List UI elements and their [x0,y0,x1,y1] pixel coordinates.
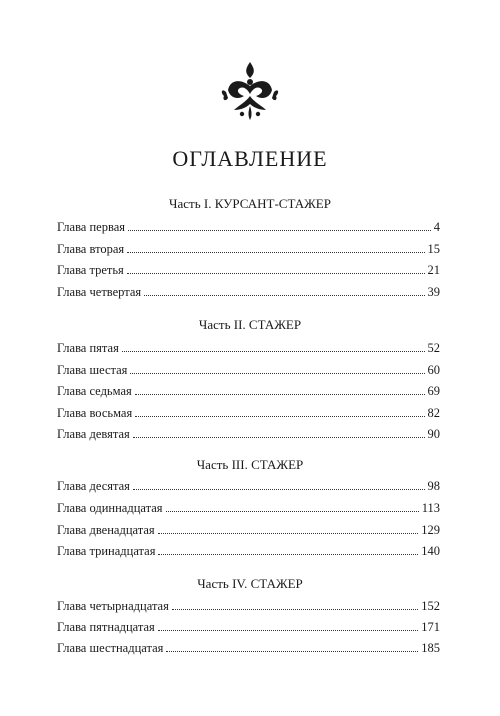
page-number: 15 [427,242,440,256]
toc-entry[interactable] [57,521,440,537]
page-number: 21 [427,263,440,277]
dot-leader [144,294,424,296]
toc-entry[interactable] [57,404,440,420]
chapter-label: Глава седьмая [57,384,132,398]
chapter-label: Глава шестнадцатая [57,641,164,655]
page-number: 4 [433,220,440,234]
chapter-label: Глава шестая [57,363,128,377]
chapter-label: Глава пятнадцатая [57,620,155,634]
dot-leader [127,272,425,274]
chapter-label: Глава пятая [57,341,119,355]
dot-leader [130,372,424,374]
toc-entry[interactable] [57,425,440,441]
page-number: 69 [427,384,440,398]
page-number: 60 [427,363,440,377]
part-1-title: Часть I. КУРСАНТ-СТАЖЕР [169,196,331,211]
page-number: 152 [421,599,440,613]
chapter-label: Глава двенадцатая [57,523,155,537]
part-3-title: Часть III. СТАЖЕР [196,457,304,472]
chapter-label: Глава девятая [57,427,130,441]
dot-leader [166,510,419,512]
dot-leader [158,553,418,555]
chapter-label: Глава четырнадцатая [57,599,169,613]
toc-entry[interactable] [57,240,440,256]
toc-entry[interactable] [57,542,440,558]
toc-entry[interactable] [57,382,440,398]
toc-entry[interactable] [57,639,440,655]
page-number: 185 [421,641,440,655]
page-number: 140 [421,544,440,558]
dot-leader [158,532,419,534]
dot-leader [133,436,425,438]
chapter-label: Глава одиннадцатая [57,501,163,515]
fleuron-ornament-icon [218,58,282,122]
chapter-label: Глава вторая [57,242,125,256]
dot-leader [122,350,425,352]
toc-entry[interactable] [57,618,440,634]
toc-entry[interactable] [57,218,440,234]
toc-entry[interactable] [57,499,440,515]
page-number: 90 [427,427,440,441]
dot-leader [133,488,425,490]
chapter-label: Глава первая [57,220,126,234]
toc-entry[interactable] [57,361,440,377]
chapter-label: Глава четвертая [57,285,142,299]
dot-leader [135,393,425,395]
toc-heading: ОГЛАВЛЕНИЕ [172,146,328,171]
chapter-label: Глава восьмая [57,406,133,420]
dot-leader [127,251,424,253]
toc-entry[interactable] [57,283,440,299]
chapter-label: Глава третья [57,263,124,277]
page-number: 39 [427,285,440,299]
toc-entry[interactable] [57,477,440,493]
dot-leader [128,229,431,231]
part-4-title: Часть IV. СТАЖЕР [197,576,303,591]
page-number: 129 [421,523,440,537]
dot-leader [135,415,424,417]
page-number: 52 [427,341,440,355]
chapter-label: Глава тринадцатая [57,544,156,558]
page-number: 113 [421,501,440,515]
dot-leader [158,629,418,631]
dot-leader [172,608,418,610]
toc-entry[interactable] [57,261,440,277]
page-number: 98 [427,479,440,493]
part-2-title: Часть II. СТАЖЕР [198,317,302,332]
toc-entry[interactable] [57,597,440,613]
page-number: 82 [427,406,440,420]
toc-entry[interactable] [57,339,440,355]
chapter-label: Глава десятая [57,479,130,493]
page-number: 171 [421,620,440,634]
dot-leader [166,650,418,652]
